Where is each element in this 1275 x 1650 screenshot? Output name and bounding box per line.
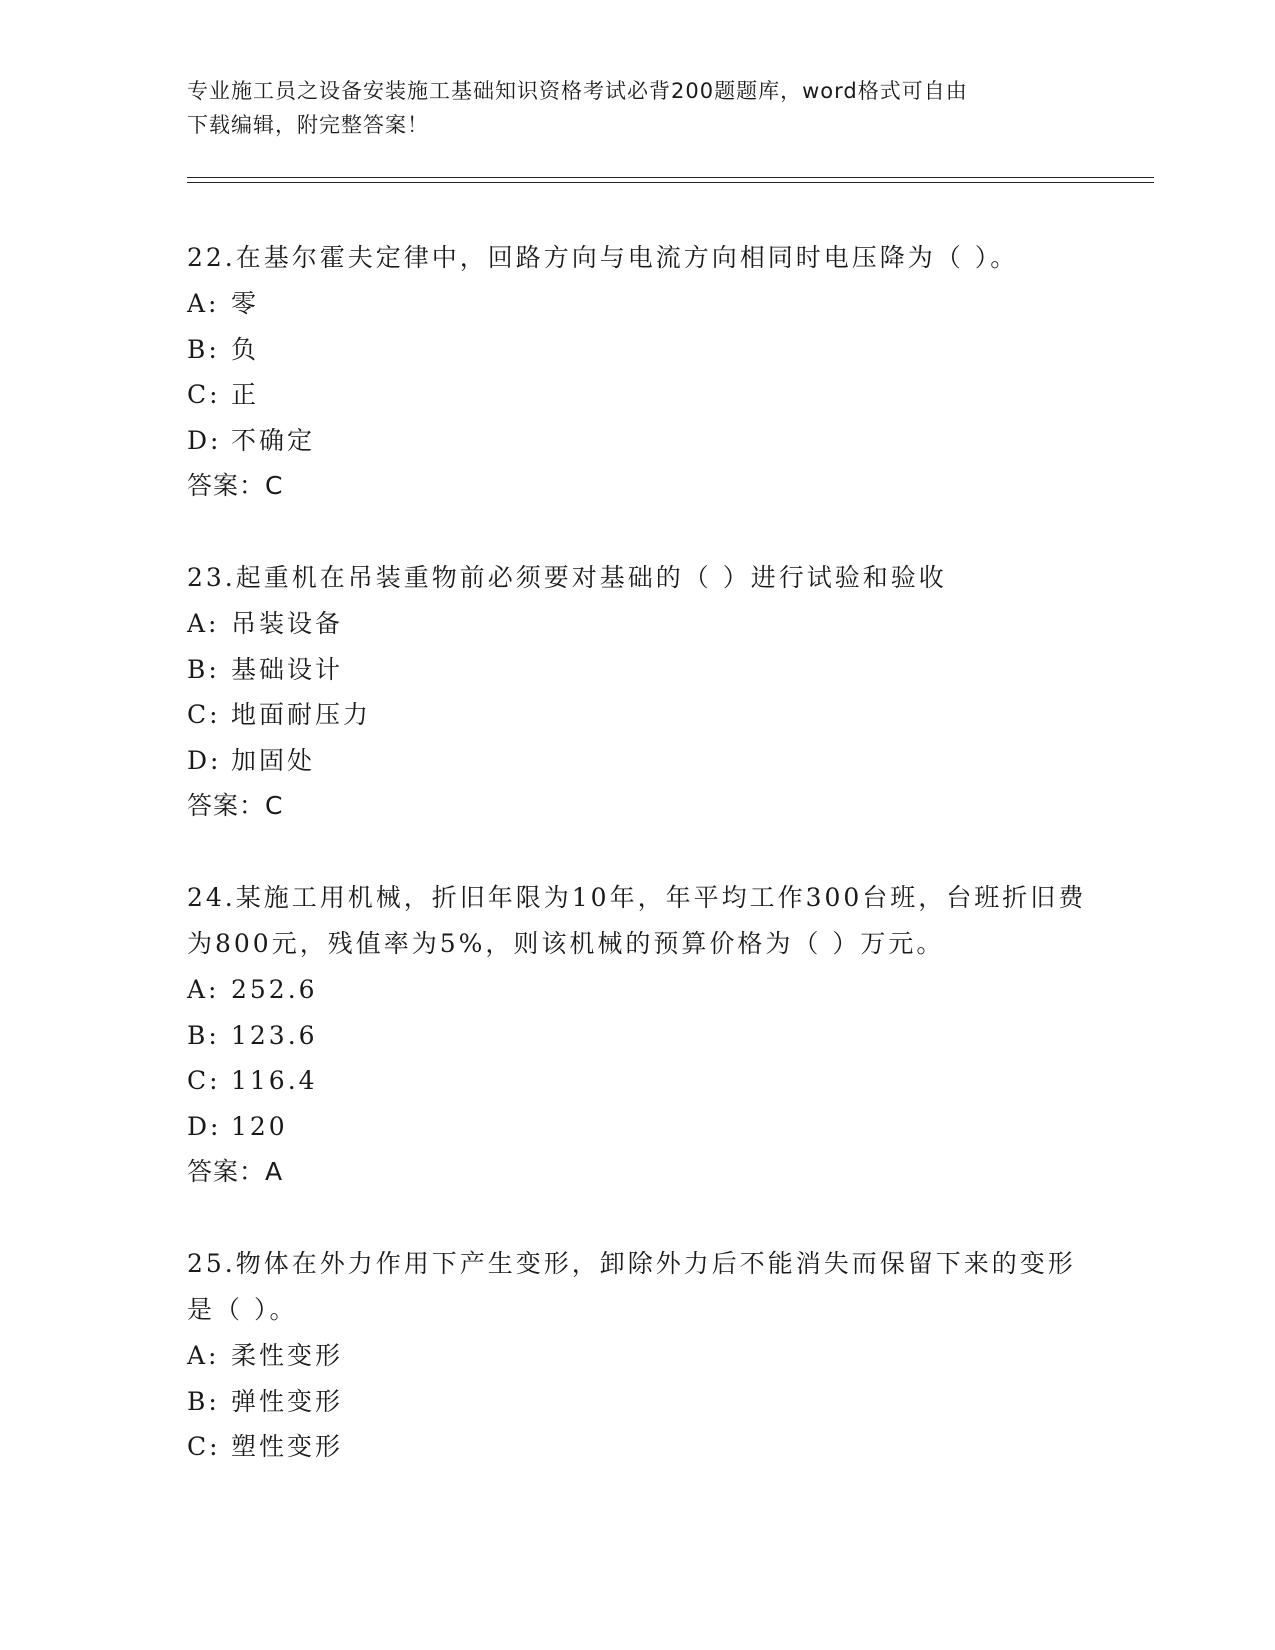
question-option [187, 1013, 1087, 1059]
option-letter: A: [187, 289, 220, 318]
question-option [187, 372, 1087, 418]
question-block [187, 875, 1087, 1195]
option-letter: B: [187, 1386, 220, 1416]
question-option [187, 1379, 1087, 1425]
option-letter: B: [187, 1020, 220, 1050]
question-option [187, 1104, 1087, 1150]
question-option [187, 738, 1087, 784]
option-letter: A: [187, 975, 220, 1004]
option-text: 116.4 [231, 1066, 318, 1095]
question-stem: 24.某施工用机械，折旧年限为10年，年平均工作300台班，台班折旧费为800元，残值率为5%，则该机械的预算价格为（ ）万元。 [187, 883, 1087, 958]
document-header [187, 74, 1087, 142]
header-divider-top [187, 177, 1154, 178]
question-stem: 22.在基尔霍夫定律中，回路方向与电流方向相同时电压降为（ ）。 [187, 243, 1019, 272]
question-option [187, 601, 1087, 647]
option-letter: D: [187, 745, 222, 775]
option-letter: B: [187, 654, 220, 684]
option-letter: C: [187, 1432, 221, 1461]
question-list [187, 235, 1087, 1516]
option-letter: C: [187, 1066, 221, 1095]
option-letter: D: [187, 1111, 222, 1141]
option-text: 弹性变形 [231, 1386, 344, 1416]
option-letter: A: [187, 1341, 220, 1370]
option-letter: B: [187, 334, 220, 364]
option-text: 正 [231, 380, 260, 409]
option-text: 基础设计 [231, 654, 344, 684]
question-option [187, 281, 1087, 327]
option-text: 252.6 [231, 975, 318, 1004]
option-text: 柔性变形 [231, 1341, 344, 1370]
question-stem: 23.起重机在吊装重物前必须要对基础的（ ）进行试验和验收 [187, 563, 947, 592]
option-text: 负 [231, 334, 260, 364]
option-text: 零 [231, 289, 260, 318]
answer-line: 答案：A [187, 1157, 284, 1186]
option-text: 塑性变形 [231, 1432, 344, 1461]
question-option [187, 1424, 1087, 1470]
question-option [187, 327, 1087, 373]
option-letter: C: [187, 380, 221, 409]
header-line-2: 下载编辑，附完整答案！ [187, 113, 429, 137]
question-option [187, 1333, 1087, 1379]
question-option [187, 418, 1087, 464]
option-letter: C: [187, 700, 221, 729]
option-text: 123.6 [231, 1020, 318, 1050]
option-letter: D: [187, 425, 222, 455]
question-option [187, 967, 1087, 1013]
question-option [187, 692, 1087, 738]
answer-line: 答案：C [187, 471, 284, 500]
question-block [187, 1241, 1087, 1470]
answer-line: 答案：C [187, 791, 284, 820]
option-text: 地面耐压力 [231, 700, 372, 729]
question-block [187, 235, 1087, 509]
header-divider-bottom [187, 182, 1154, 183]
header-line-1: 专业施工员之设备安装施工基础知识资格考试必背200题题库，word格式可自由 [187, 79, 968, 103]
question-option [187, 1058, 1087, 1104]
option-text: 不确定 [231, 425, 316, 455]
option-text: 120 [231, 1111, 288, 1141]
question-stem: 25.物体在外力作用下产生变形，卸除外力后不能消失而保留下来的变形是（ ）。 [187, 1249, 1076, 1324]
question-block [187, 555, 1087, 829]
option-text: 加固处 [231, 745, 316, 775]
option-text: 吊装设备 [231, 609, 344, 638]
option-letter: A: [187, 609, 220, 638]
question-option [187, 647, 1087, 693]
